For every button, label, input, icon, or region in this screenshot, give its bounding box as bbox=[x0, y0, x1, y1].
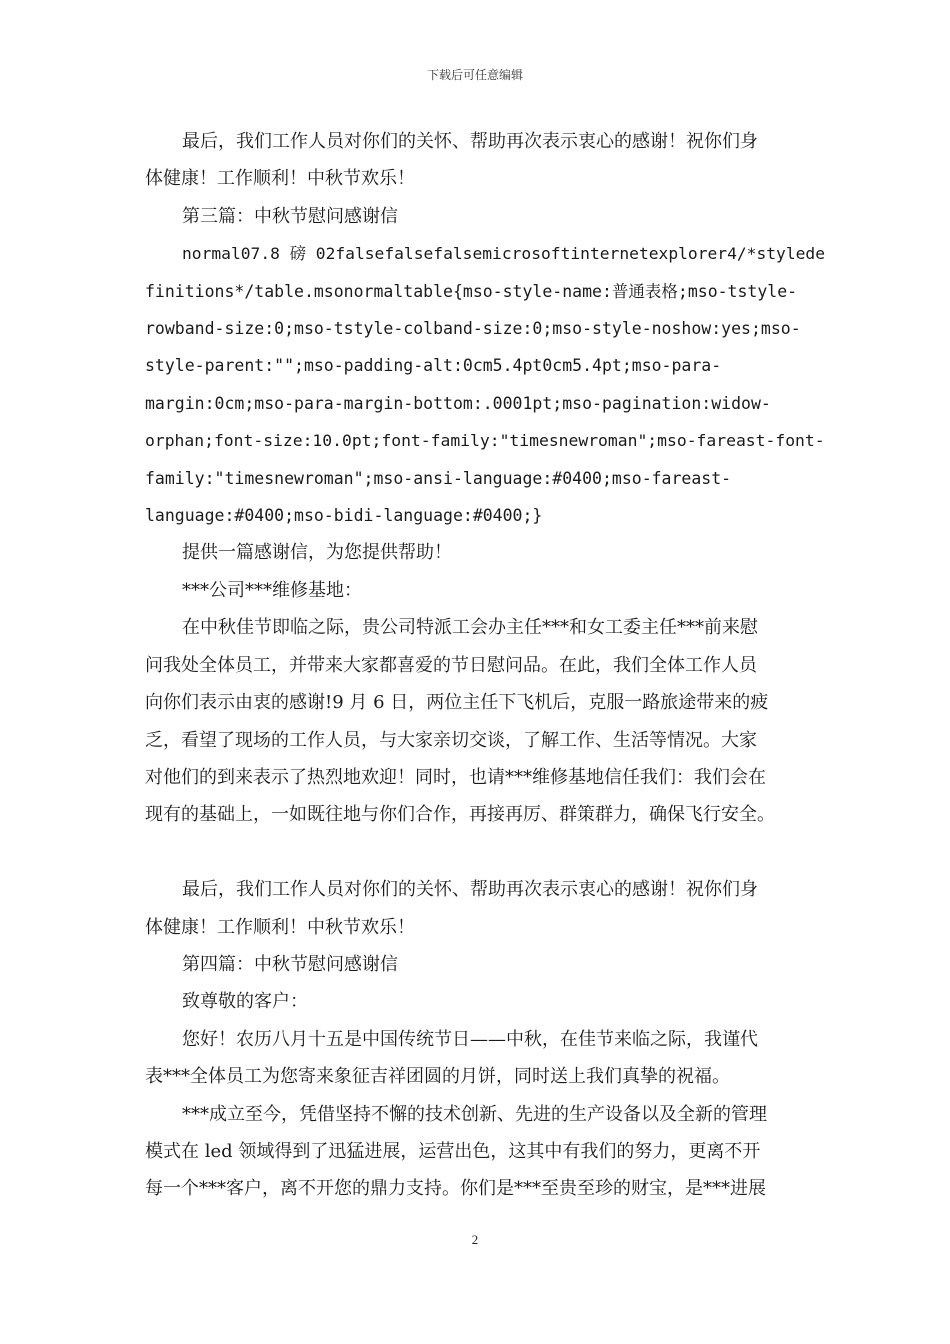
text-line: ***公司***维修基地： bbox=[182, 579, 362, 601]
text-line: 模式在 led 领域得到了迅猛进展，运营出色，这其中有我们的努力，更离不开 bbox=[145, 1140, 761, 1162]
text-line: 向你们表示由衷的感谢!9 月 6 日，两位主任下飞机后，克服一路旅途带来的疲 bbox=[145, 692, 769, 714]
text-line: 每一个***客户，离不开您的鼎力支持。你们是***至贵至珍的财宝，是***进展 bbox=[145, 1178, 766, 1200]
text-line: 第三篇：中秋节慰问感谢信 bbox=[182, 205, 398, 227]
page-header: 下载后可任意编辑 bbox=[426, 68, 523, 82]
text-line: 致尊敬的客户： bbox=[182, 991, 308, 1013]
page-number: 2 bbox=[471, 1232, 479, 1247]
text-line: ***成立至今，凭借坚持不懈的技术创新、先进的生产设备以及全新的管理 bbox=[182, 1103, 767, 1125]
text-line: 体健康！工作顺利！中秋节欢乐！ bbox=[145, 916, 415, 938]
text-line: 乏，看望了现场的工作人员，与大家亲切交谈，了解工作、生活等情况。大家 bbox=[145, 729, 757, 751]
text-line: normal07.8 磅 02falsefalsefalsemicrosoftinternetexplorer4/*stylede bbox=[182, 244, 826, 264]
text-line: 最后，我们工作人员对你们的关怀、帮助再次表示衷心的感谢！祝你们身 bbox=[182, 131, 758, 152]
text-line: 表***全体员工为您寄来象征吉祥团圆的月饼，同时送上我们真挚的祝福。 bbox=[145, 1066, 730, 1088]
text-line: finitions*/table.msonormaltable{mso-style-name:普通表格;mso-tstyle- bbox=[145, 281, 798, 301]
document-body bbox=[145, 123, 825, 1208]
text-line: 提供一篇感谢信，为您提供帮助！ bbox=[182, 542, 452, 564]
text-line: style-parent:"";mso-padding-alt:0cm5.4pt0cm5.4pt;mso-para- bbox=[145, 356, 722, 376]
text-line: 问我处全体员工，并带来大家都喜爱的节日慰问品。在此，我们全体工作人员 bbox=[145, 654, 757, 676]
text-line: orphan;font-size:10.0pt;font-family:"timesnewroman";mso-fareast-font- bbox=[145, 431, 825, 451]
text-line: 最后，我们工作人员对你们的关怀、帮助再次表示衷心的感谢！祝你们身 bbox=[182, 879, 758, 901]
text-line: 对他们的到来表示了热烈地欢迎！同时，也请***维修基地信任我们：我们会在 bbox=[145, 766, 766, 788]
text-line: 现有的基础上，一如既往地与你们合作，再接再厉、群策群力，确保飞行安全。 bbox=[145, 804, 775, 826]
text-line: rowband-size:0;mso-tstyle-colband-size:0;mso-style-noshow:yes;mso- bbox=[145, 319, 801, 339]
text-line: 第四篇：中秋节慰问感谢信 bbox=[182, 953, 398, 975]
text-line: language:#0400;mso-bidi-language:#0400;} bbox=[145, 506, 543, 526]
text-line: margin:0cm;mso-para-margin-bottom:.0001pt;mso-pagination:widow- bbox=[145, 393, 771, 413]
blank-line bbox=[145, 834, 825, 871]
text-line: 在中秋佳节即临之际，贵公司特派工会办主任***和女工委主任***前来慰 bbox=[182, 617, 758, 639]
text-line: 您好！农历八月十五是中国传统节日——中秋，在佳节来临之际，我谨代 bbox=[182, 1028, 758, 1050]
text-line: 体健康！工作顺利！中秋节欢乐！ bbox=[145, 168, 415, 190]
text-line: family:"timesnewroman";mso-ansi-language:#0400;mso-fareast- bbox=[145, 468, 732, 488]
